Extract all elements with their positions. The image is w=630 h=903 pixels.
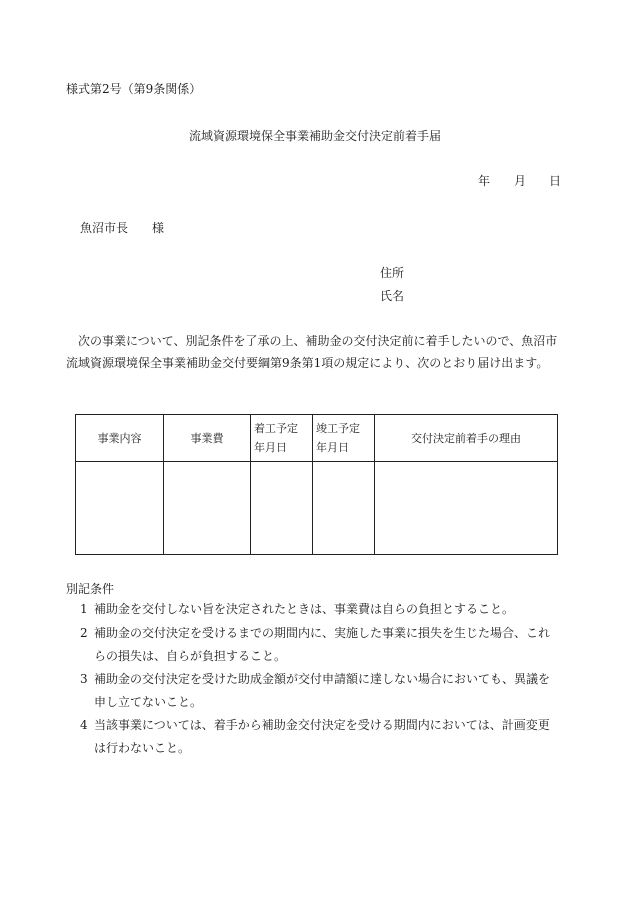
header-start-date [251, 415, 313, 462]
body-text: 次の事業について、別記条件を了承の上、補助金の交付決定前に着手したいので、魚沼市流域資源環境保全事業補助金交付要綱第9条第1項の規定により、次のとおり届け出ます。 [66, 334, 558, 370]
header-end-date-line2: 年月日 [316, 441, 349, 454]
condition-number: 4 [80, 718, 88, 732]
addressee-name: 魚沼市長 [80, 221, 129, 235]
cell-reason[interactable] [375, 462, 558, 555]
applicant-name-label: 氏名 [380, 289, 405, 303]
header-content: 事業内容 [76, 415, 164, 462]
header-reason: 交付決定前着手の理由 [375, 415, 558, 462]
condition-item [66, 668, 561, 714]
cell-cost[interactable] [164, 462, 251, 555]
cell-content[interactable] [76, 462, 164, 555]
condition-number: 2 [80, 626, 88, 640]
form-number: 様式第2号（第9条関係） [66, 82, 202, 96]
condition-text: 補助金の交付決定を受けるまでの期間内に、実施した事業に損失を生じた場合、これらの損失は、自らが負担すること。 [94, 626, 551, 663]
addressee-honorific: 様 [152, 221, 165, 235]
conditions-heading: 別記条件 [66, 582, 115, 596]
applicant-address-label: 住所 [380, 266, 405, 280]
document-title: 流域資源環境保全事業補助金交付決定前着手届 [188, 129, 441, 143]
condition-number: 1 [80, 602, 88, 616]
condition-item [66, 622, 561, 668]
date-year-label: 年 [478, 174, 491, 188]
cell-end-date[interactable] [313, 462, 375, 555]
condition-item [66, 714, 561, 760]
table-row [76, 462, 558, 555]
condition-item [66, 598, 561, 621]
header-cost: 事業費 [164, 415, 251, 462]
condition-text: 当該事業については、着手から補助金交付決定を受ける期間内においては、計画変更は行わないこと。 [94, 718, 550, 755]
header-start-date-line1: 着工予定 [254, 422, 298, 435]
date-day-label: 日 [549, 174, 562, 188]
table-header-row [76, 415, 558, 462]
header-end-date [313, 415, 375, 462]
cell-start-date[interactable] [251, 462, 313, 555]
application-table [75, 414, 558, 555]
condition-number: 3 [80, 672, 88, 686]
header-start-date-line2: 年月日 [254, 441, 287, 454]
condition-text: 補助金を交付しない旨を決定されたときは、事業費は自らの負担とすること。 [94, 602, 515, 616]
header-end-date-line1: 竣工予定 [316, 422, 360, 435]
condition-text: 補助金の交付決定を受けた助成金額が交付申請額に達しない場合においても、異議を申し立てないこと。 [94, 672, 551, 709]
date-month-label: 月 [514, 174, 527, 188]
